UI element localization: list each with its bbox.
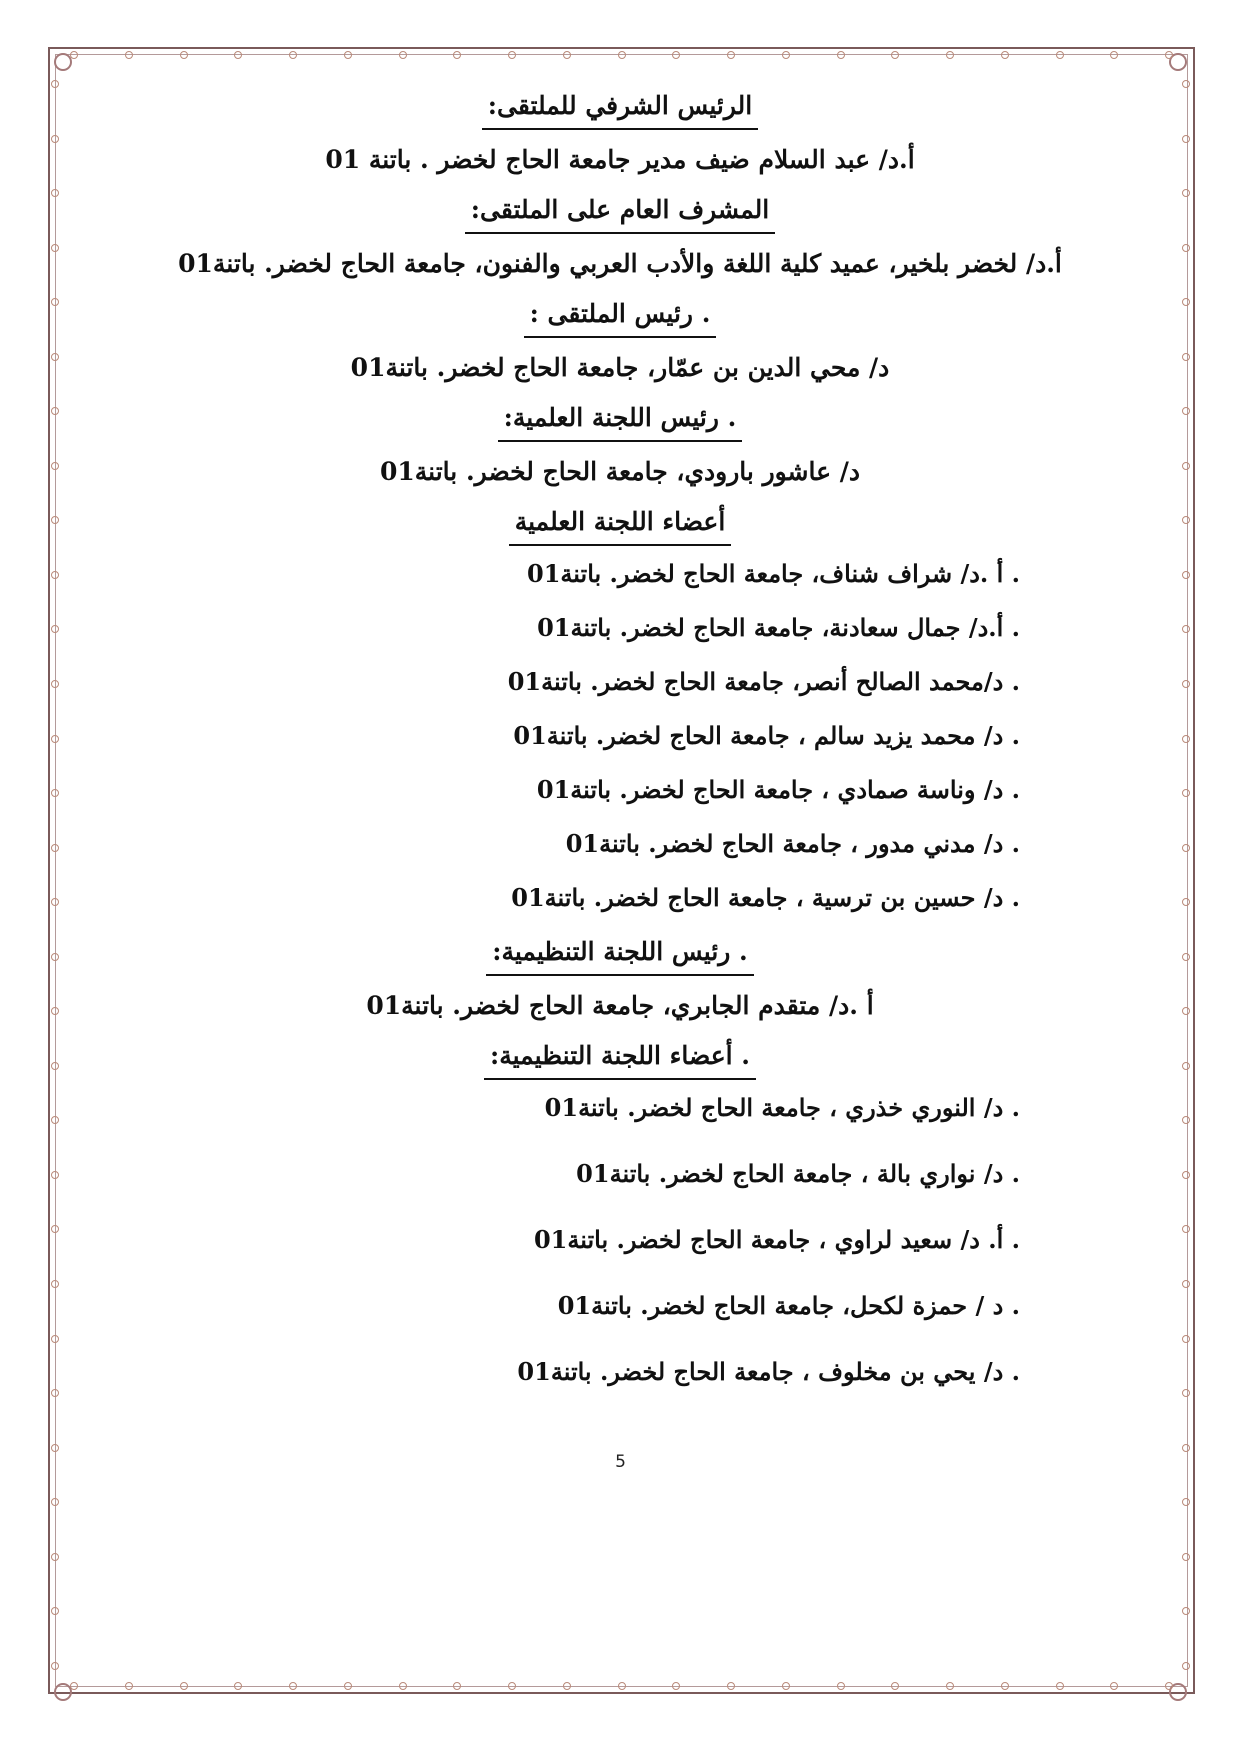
section-heading: أعضاء اللجنة العلمية xyxy=(509,504,732,546)
border-dot xyxy=(1182,1171,1190,1179)
border-dot xyxy=(1182,625,1190,633)
section-heading: . رئيس اللجنة التنظيمية: xyxy=(486,934,754,976)
border-dot xyxy=(51,516,59,524)
border-dot xyxy=(51,1662,59,1670)
list-item: . د/ النوري خذري ، جامعة الحاج لخضر. باتنة01 xyxy=(544,1093,1020,1122)
border-dot xyxy=(1182,789,1190,797)
scientific-members-list xyxy=(120,556,1120,916)
section-heading: الرئيس الشرفي للملتقى: xyxy=(482,88,758,130)
border-dot xyxy=(51,844,59,852)
section-text: د/ محي الدين بن عمّار، جامعة الحاج لخضر. باتنة01 xyxy=(350,353,890,382)
border-dot xyxy=(51,1171,59,1179)
list-item: . د/ نواري بالة ، جامعة الحاج لخضر. باتنة01 xyxy=(576,1159,1020,1188)
border-ornament-right xyxy=(1182,80,1192,1670)
border-dot xyxy=(51,1225,59,1233)
border-dot xyxy=(1110,51,1118,59)
border-dot xyxy=(563,1682,571,1690)
section-honorary-president xyxy=(120,88,1120,178)
border-dot xyxy=(51,1553,59,1561)
border-dot xyxy=(51,298,59,306)
section-text: أ.د/ لخضر بلخير، عميد كلية اللغة والأدب العربي والفنون، جامعة الحاج لخضر. باتنة01 xyxy=(178,249,1062,278)
border-dot xyxy=(1182,844,1190,852)
border-dot xyxy=(125,1682,133,1690)
border-dot xyxy=(1182,735,1190,743)
border-dot xyxy=(1165,51,1173,59)
border-dot xyxy=(51,244,59,252)
border-dot xyxy=(508,51,516,59)
border-dot xyxy=(1182,1280,1190,1288)
border-dot xyxy=(51,1007,59,1015)
border-dot xyxy=(344,1682,352,1690)
border-dot xyxy=(51,571,59,579)
border-dot xyxy=(51,1116,59,1124)
border-dot xyxy=(51,135,59,143)
border-dot xyxy=(1182,298,1190,306)
border-dot xyxy=(51,953,59,961)
border-dot xyxy=(234,51,242,59)
border-dot xyxy=(1182,1607,1190,1615)
section-text: أ .د/ متقدم الجابري، جامعة الحاج لخضر. باتنة01 xyxy=(366,991,874,1020)
border-dot xyxy=(1182,135,1190,143)
border-dot xyxy=(837,1682,845,1690)
border-dot xyxy=(1110,1682,1118,1690)
list-item: . د/ وناسة صمادي ، جامعة الحاج لخضر. باتنة01 xyxy=(536,775,1020,804)
border-dot xyxy=(51,1444,59,1452)
border-dot xyxy=(51,625,59,633)
list-item: . د/ يحي بن مخلوف ، جامعة الحاج لخضر. باتنة01 xyxy=(517,1357,1020,1386)
border-dot xyxy=(1182,462,1190,470)
border-dot xyxy=(289,51,297,59)
border-dot xyxy=(1182,680,1190,688)
organizing-members-list xyxy=(120,1090,1120,1390)
border-dot xyxy=(1182,571,1190,579)
border-dot xyxy=(891,1682,899,1690)
border-dot xyxy=(51,1607,59,1615)
border-dot xyxy=(51,462,59,470)
border-dot xyxy=(344,51,352,59)
list-item: . د/ محمد يزيد سالم ، جامعة الحاج لخضر. باتنة01 xyxy=(513,721,1020,750)
border-dot xyxy=(1182,1498,1190,1506)
border-dot xyxy=(1001,1682,1009,1690)
border-dot xyxy=(51,407,59,415)
border-dot xyxy=(891,51,899,59)
section-scientific-committee-head xyxy=(120,400,1120,490)
section-organizing-members xyxy=(120,1038,1120,1390)
border-dot xyxy=(672,51,680,59)
section-organizing-committee-head xyxy=(120,934,1120,1024)
page-number: 5 xyxy=(615,1452,626,1472)
border-dot xyxy=(180,1682,188,1690)
border-dot xyxy=(51,1389,59,1397)
border-dot xyxy=(51,189,59,197)
border-dot xyxy=(1165,1682,1173,1690)
border-dot xyxy=(399,51,407,59)
border-dot xyxy=(51,80,59,88)
border-dot xyxy=(1182,407,1190,415)
border-dot xyxy=(289,1682,297,1690)
section-heading: . رئيس الملتقى : xyxy=(524,296,717,338)
border-dot xyxy=(727,51,735,59)
border-dot xyxy=(782,51,790,59)
border-dot xyxy=(1182,1335,1190,1343)
border-ornament-left xyxy=(51,80,61,1670)
border-dot xyxy=(618,1682,626,1690)
document-page xyxy=(120,88,1120,1420)
list-item: . أ .د/ شراف شناف، جامعة الحاج لخضر. باتنة01 xyxy=(527,559,1020,588)
border-dot xyxy=(1182,1389,1190,1397)
border-dot xyxy=(51,789,59,797)
border-dot xyxy=(837,51,845,59)
border-dot xyxy=(1182,189,1190,197)
border-dot xyxy=(672,1682,680,1690)
section-scientific-members xyxy=(120,504,1120,916)
border-dot xyxy=(70,51,78,59)
border-dot xyxy=(51,1062,59,1070)
border-dot xyxy=(946,1682,954,1690)
section-general-supervisor xyxy=(120,192,1120,282)
list-item: . أ. د/ سعيد لراوي ، جامعة الحاج لخضر. باتنة01 xyxy=(533,1225,1020,1254)
border-dot xyxy=(234,1682,242,1690)
border-dot xyxy=(51,353,59,361)
border-dot xyxy=(1182,244,1190,252)
border-dot xyxy=(1182,1662,1190,1670)
border-dot xyxy=(1182,898,1190,906)
border-dot xyxy=(1182,80,1190,88)
list-item: . د / حمزة لكحل، جامعة الحاج لخضر. باتنة01 xyxy=(557,1291,1020,1320)
border-ornament-bottom xyxy=(70,1682,1173,1692)
border-dot xyxy=(180,51,188,59)
border-dot xyxy=(51,680,59,688)
border-dot xyxy=(727,1682,735,1690)
border-dot xyxy=(51,898,59,906)
section-text: أ.د/ عبد السلام ضيف مدير جامعة الحاج لخضر . باتنة 01 xyxy=(325,145,915,174)
border-dot xyxy=(946,51,954,59)
border-dot xyxy=(51,1498,59,1506)
border-dot xyxy=(563,51,571,59)
border-dot xyxy=(782,1682,790,1690)
border-dot xyxy=(1182,1225,1190,1233)
border-dot xyxy=(1182,1116,1190,1124)
border-dot xyxy=(1182,1062,1190,1070)
border-dot xyxy=(1001,51,1009,59)
list-item: . د/ حسين بن ترسية ، جامعة الحاج لخضر. باتنة01 xyxy=(511,883,1020,912)
border-dot xyxy=(1182,1444,1190,1452)
border-dot xyxy=(70,1682,78,1690)
border-dot xyxy=(453,1682,461,1690)
section-conference-president xyxy=(120,296,1120,386)
border-dot xyxy=(508,1682,516,1690)
list-item: . د/ مدني مدور ، جامعة الحاج لخضر. باتنة01 xyxy=(565,829,1020,858)
border-dot xyxy=(1182,953,1190,961)
section-text: د/ عاشور بارودي، جامعة الحاج لخضر. باتنة01 xyxy=(379,457,861,486)
section-heading: . أعضاء اللجنة التنظيمية: xyxy=(484,1038,756,1080)
border-dot xyxy=(51,1280,59,1288)
border-dot xyxy=(1182,516,1190,524)
border-ornament-top xyxy=(70,51,1173,61)
border-dot xyxy=(399,1682,407,1690)
border-dot xyxy=(51,735,59,743)
border-dot xyxy=(1056,1682,1064,1690)
list-item: . د/محمد الصالح أنصر، جامعة الحاج لخضر. باتنة01 xyxy=(507,667,1020,696)
section-heading: . رئيس اللجنة العلمية: xyxy=(498,400,743,442)
border-dot xyxy=(1056,51,1064,59)
border-dot xyxy=(1182,1007,1190,1015)
list-item: . أ.د/ جمال سعادنة، جامعة الحاج لخضر. باتنة01 xyxy=(537,613,1020,642)
border-dot xyxy=(1182,1553,1190,1561)
border-dot xyxy=(125,51,133,59)
section-heading: المشرف العام على الملتقى: xyxy=(465,192,775,234)
border-dot xyxy=(618,51,626,59)
border-dot xyxy=(1182,353,1190,361)
border-dot xyxy=(453,51,461,59)
border-dot xyxy=(51,1335,59,1343)
